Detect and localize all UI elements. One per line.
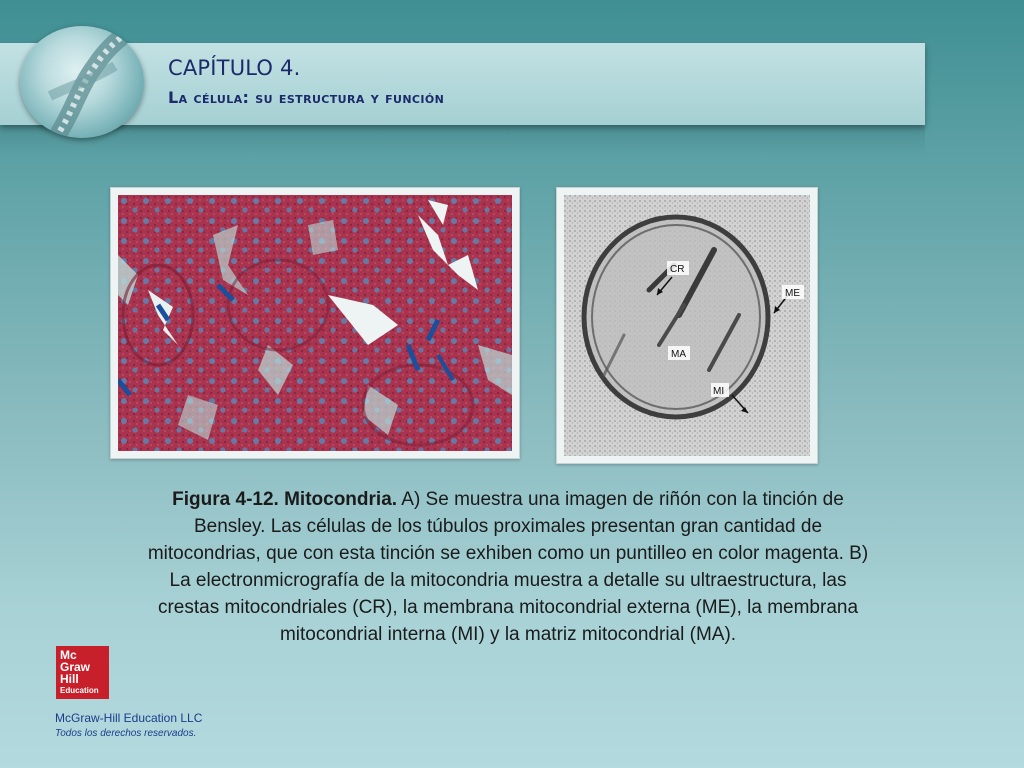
- figure-caption: [138, 486, 878, 648]
- figure-b-mitochondrion-micrograph: [556, 187, 818, 464]
- label-cr: CR: [670, 264, 685, 275]
- caption-text: A) Se muestra una imagen de riñón con la tinción de Bensley. Las células de los túbulos proximales presentan gran cantidad de mitocondrias, que con esta tinción se exhiben como un puntilleo en color magenta. B) La electronmicrografía de la mitocondria muestra a detalle su ultraestructura, las crestas mitocondriales (CR), la membrana mitocondrial externa (ME), la membrana mitocondrial interna (MI) y la matriz mitocondrial (MA).: [147, 489, 869, 645]
- brand-line-4: Education: [60, 686, 99, 695]
- brand-line-1: Mc: [60, 648, 77, 662]
- footer-company: McGraw-Hill Education LLC: [55, 711, 203, 725]
- label-mi: MI: [713, 386, 725, 397]
- footer-rights: Todos los derechos reservados.: [55, 728, 197, 739]
- mcgraw-hill-logo: [56, 646, 109, 699]
- label-me: ME: [785, 288, 800, 299]
- label-ma: MA: [671, 349, 686, 360]
- brand-line-2: Graw: [60, 660, 91, 674]
- brand-line-3: Hill: [60, 672, 79, 686]
- chapter-subtitle: La célula: su estructura y función: [168, 88, 445, 107]
- caption-title: Figura 4-12. Mitocondria.: [172, 489, 398, 510]
- chapter-title: CAPÍTULO 4.: [168, 56, 301, 80]
- chromosome-logo-icon: [20, 26, 144, 138]
- figure-a-kidney-micrograph: [110, 187, 520, 459]
